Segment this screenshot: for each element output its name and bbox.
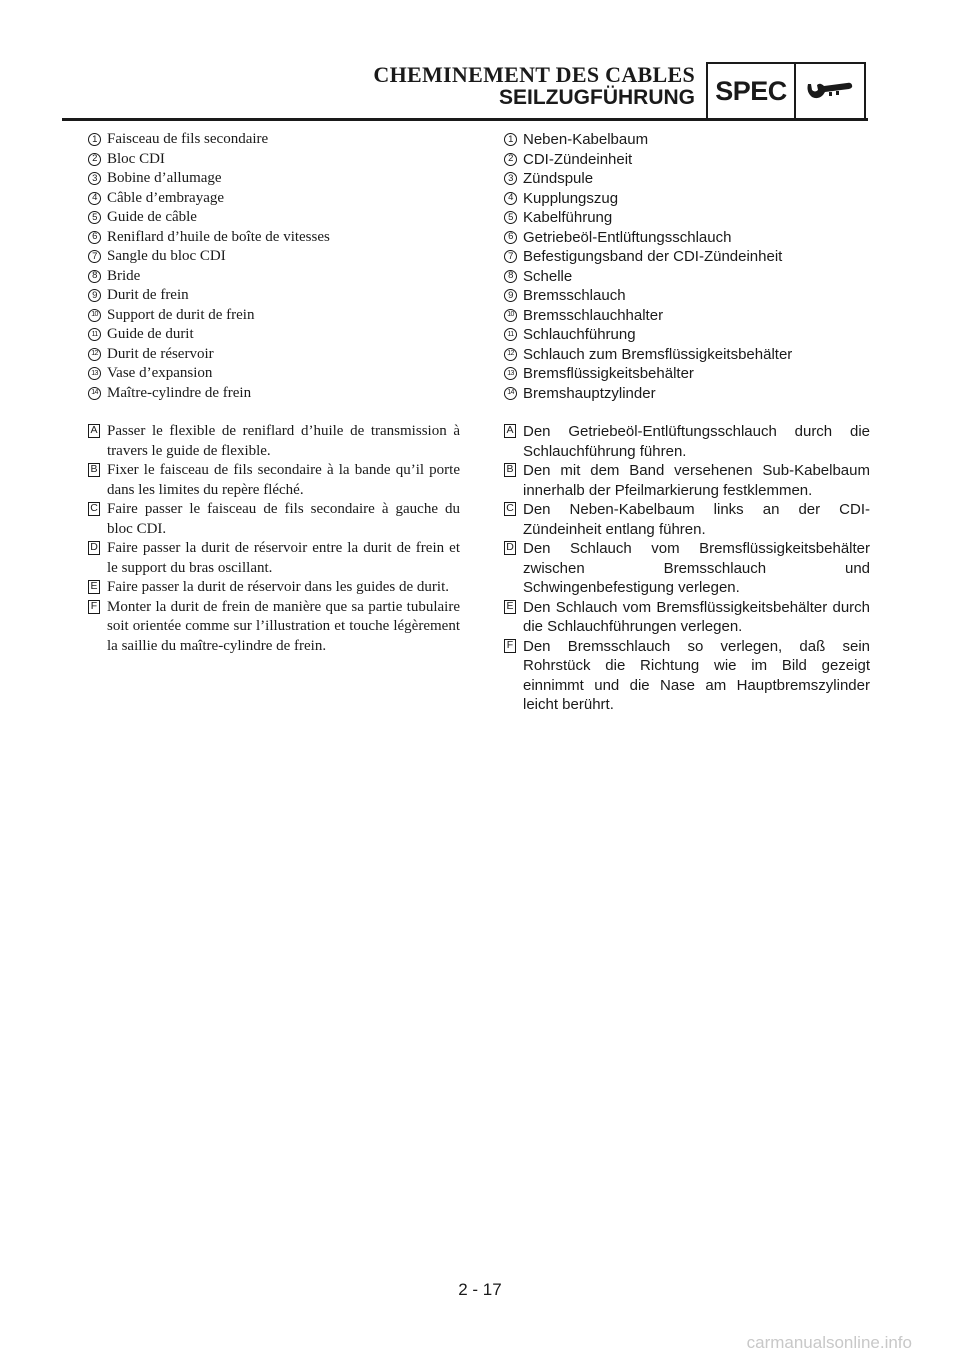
instruction-item: [504, 422, 870, 461]
list-item: [88, 325, 460, 345]
list-item: [504, 228, 870, 248]
instruction-letter-badge: E: [504, 600, 516, 614]
instruction-letter-badge: B: [504, 463, 516, 477]
list-item: [88, 169, 460, 189]
column-german: [504, 130, 870, 715]
section-title-fr: CHEMINEMENT DES CABLES: [373, 62, 695, 87]
item-label: Bremsflüssigkeitsbehälter: [523, 365, 694, 382]
list-item: [504, 384, 870, 404]
item-number-badge: 1: [88, 133, 101, 146]
item-label: Schelle: [523, 267, 573, 285]
list-item: [88, 267, 460, 287]
item-number-badge: 4: [504, 192, 517, 205]
item-number-badge: 10: [88, 309, 101, 322]
item-label: Vase d’expansion: [107, 365, 213, 381]
item-number-badge: 9: [504, 289, 517, 302]
instruction-letter-badge: D: [88, 541, 100, 555]
item-number-badge: 14: [88, 387, 101, 400]
item-number-badge: 14: [504, 387, 517, 400]
list-item: [88, 384, 460, 404]
watermark: carmanualsonline.info: [746, 1333, 912, 1352]
column-french: [88, 130, 460, 656]
item-label: Zündspule: [523, 170, 594, 187]
item-label: Schlauchführung: [523, 326, 636, 343]
instruction-letter-badge: D: [504, 541, 516, 555]
item-label: Sangle du bloc CDI: [107, 248, 226, 264]
item-number-badge: 6: [504, 231, 517, 244]
instruction-letter-badge: B: [88, 463, 100, 477]
item-label: Kabelführung: [523, 209, 613, 226]
instruction-item: [88, 422, 460, 461]
item-label: Bobine d’allumage: [107, 170, 222, 186]
item-number-badge: 13: [88, 367, 101, 380]
instruction-text: Den mit dem Band versehenen Sub-Kabelbaum innerhalb der Pfeilmarkierung festklemmen.: [523, 462, 870, 499]
item-number-badge: 5: [504, 211, 517, 224]
list-item: [88, 364, 460, 384]
item-number-badge: 1: [504, 133, 517, 146]
page-number: 2 - 17: [458, 1280, 502, 1299]
instruction-item: [504, 539, 870, 598]
instructions-fr: [88, 422, 460, 656]
instruction-item: [504, 461, 870, 500]
instruction-text: Fixer le faisceau de fils secondaire à la bande qu’il porte dans les limites du repère fléché.: [107, 462, 460, 498]
item-label: Bremsschlauchhalter: [523, 306, 664, 324]
section-title-de: SEILZUGFÜHRUNG: [499, 86, 695, 109]
item-number-badge: 11: [88, 328, 101, 341]
item-label: Support de durit de frein: [107, 306, 255, 323]
item-label: Maître-cylindre de frein: [107, 384, 252, 401]
item-number-badge: 13: [504, 367, 517, 380]
list-item: [504, 286, 870, 306]
instruction-letter-badge: A: [88, 424, 100, 438]
wrench-icon-graphic: [805, 79, 855, 103]
wrench-icon: [796, 64, 864, 118]
item-number-badge: 7: [504, 250, 517, 263]
list-item: [504, 150, 870, 170]
instruction-text: Den Schlauch vom Bremsflüssigkeitsbehälter durch die Schlauchführungen verlegen.: [523, 598, 870, 635]
instruction-text: Den Bremsschlauch so verlegen, daß sein Rohrstück die Richtung wie im Bild gezeigt einnimmt und die Nase am Hauptbremszylinder leicht berührt.: [523, 637, 870, 713]
item-number-badge: 10: [504, 309, 517, 322]
item-number-badge: 7: [88, 250, 101, 263]
list-item: [88, 345, 460, 365]
list-item: [88, 150, 460, 170]
spec-badge: [706, 62, 866, 120]
list-item: [504, 325, 870, 345]
list-item: [504, 189, 870, 209]
instruction-text: Den Neben-Kabelbaum links an der CDI-Zündeinheit entlang führen.: [523, 501, 870, 538]
item-number-badge: 3: [504, 172, 517, 185]
item-number-badge: 11: [504, 328, 517, 341]
item-number-badge: 6: [88, 231, 101, 244]
item-label: Reniflard d’huile de boîte de vitesses: [107, 228, 330, 245]
instruction-item: [504, 500, 870, 539]
list-item: [88, 189, 460, 209]
list-item: [504, 267, 870, 287]
instruction-item: [504, 598, 870, 637]
instruction-item: [88, 598, 460, 657]
item-label: Kupplungszug: [523, 189, 619, 207]
list-item: [504, 130, 870, 150]
list-item: [88, 286, 460, 306]
instruction-letter-badge: F: [88, 600, 100, 614]
instruction-item: [88, 500, 460, 539]
parts-list-fr: [88, 130, 460, 403]
instruction-text: Den Schlauch vom Bremsflüssigkeitsbehälter zwischen Bremsschlauch und Schwingenbefestigung verlegen.: [523, 540, 870, 596]
item-label: Faisceau de fils secondaire: [107, 131, 269, 147]
item-number-badge: 2: [88, 153, 101, 166]
instruction-letter-badge: F: [504, 639, 516, 653]
instruction-item: [88, 461, 460, 500]
item-number-badge: 5: [88, 211, 101, 224]
item-label: Durit de frein: [107, 287, 189, 303]
instruction-text: Faire passer la durit de réservoir entre la durit de frein et le support du bras oscillant.: [107, 540, 460, 576]
list-item: [88, 130, 460, 150]
item-number-badge: 4: [88, 192, 101, 205]
item-label: Bride: [107, 267, 141, 284]
item-label: Câble d’embrayage: [107, 189, 225, 206]
instruction-text: Faire passer le faisceau de fils secondaire à gauche du bloc CDI.: [107, 501, 460, 537]
instruction-text: Monter la durit de frein de manière que sa partie tubulaire soit orientée comme sur l’illustration et touche légèrement la saillie du maître-cylindre de frein.: [107, 598, 460, 654]
item-label: CDI-Zündeinheit: [523, 150, 633, 168]
instruction-item: [88, 578, 460, 598]
instructions-de: [504, 422, 870, 715]
parts-list-de: [504, 130, 870, 403]
item-label: Schlauch zum Bremsflüssigkeitsbehälter: [523, 345, 793, 363]
list-item: [504, 306, 870, 326]
list-item: [504, 364, 870, 384]
item-label: Getriebeöl-Entlüftungsschlauch: [523, 228, 732, 246]
item-number-badge: 12: [88, 348, 101, 361]
item-label: Bloc CDI: [107, 150, 165, 167]
item-label: Bremshauptzylinder: [523, 384, 656, 402]
instruction-text: Den Getriebeöl-Entlüftungsschlauch durch die Schlauchführung führen.: [523, 423, 870, 460]
instruction-text: Passer le flexible de reniflard d’huile de transmission à travers le guide de flexible.: [107, 423, 460, 459]
item-number-badge: 8: [504, 270, 517, 283]
item-number-badge: 2: [504, 153, 517, 166]
instruction-letter-badge: C: [504, 502, 516, 516]
item-label: Guide de câble: [107, 209, 197, 225]
instruction-letter-badge: C: [88, 502, 100, 516]
item-label: Befestigungsband der CDI-Zündeinheit: [523, 248, 783, 265]
list-item: [504, 208, 870, 228]
item-label: Bremsschlauch: [523, 287, 626, 304]
instruction-item: [88, 539, 460, 578]
item-label: Neben-Kabelbaum: [523, 131, 649, 148]
instruction-letter-badge: A: [504, 424, 516, 438]
item-label: Durit de réservoir: [107, 345, 214, 362]
list-item: [504, 169, 870, 189]
list-item: [504, 345, 870, 365]
spec-badge-label: SPEC: [708, 64, 796, 118]
list-item: [88, 208, 460, 228]
item-number-badge: 8: [88, 270, 101, 283]
list-item: [88, 228, 460, 248]
item-number-badge: 3: [88, 172, 101, 185]
list-item: [88, 306, 460, 326]
item-number-badge: 12: [504, 348, 517, 361]
item-number-badge: 9: [88, 289, 101, 302]
item-label: Guide de durit: [107, 326, 194, 342]
list-item: [88, 247, 460, 267]
instruction-text: Faire passer la durit de réservoir dans les guides de durit.: [107, 579, 449, 595]
instruction-letter-badge: E: [88, 580, 100, 594]
instruction-item: [504, 637, 870, 715]
list-item: [504, 247, 870, 267]
